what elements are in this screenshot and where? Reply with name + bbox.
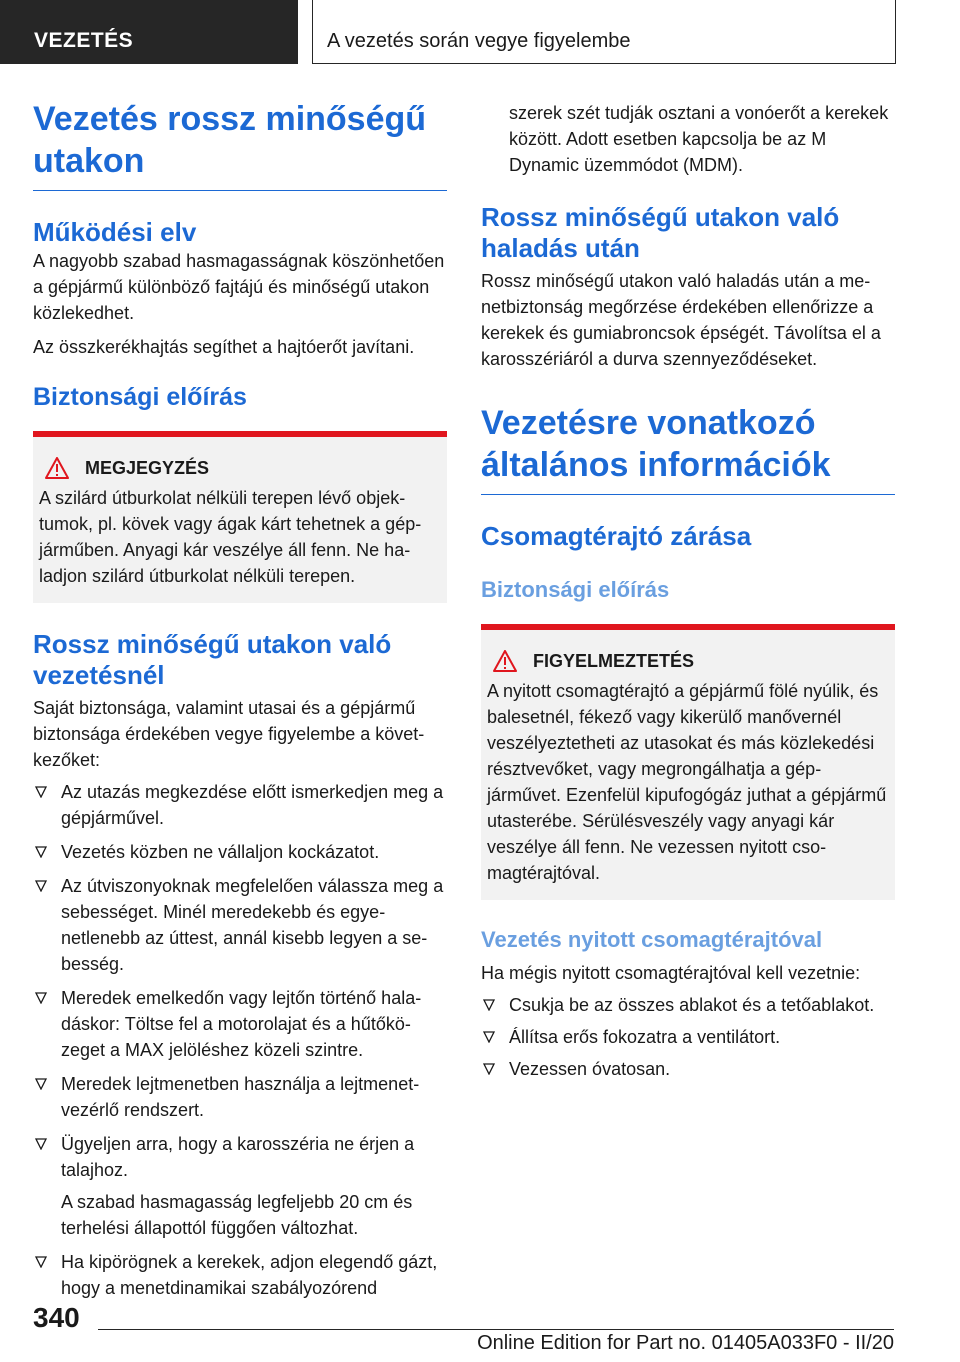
list-item-text: Meredek lejtmenetben használja a lejtmenetvezérlő rendszert. [61,1074,420,1120]
heading-driving-open-trunk: Vezetés nyitott csomagtérajtóval [481,927,823,952]
notice-title: MEGJEGYZÉS [85,458,210,478]
title-divider [33,190,447,191]
footer-divider [98,1329,894,1330]
list-item-text: Az utazás megkezdése előtt ismerkedjen meg a gépjárművel. [61,782,444,828]
triangle-bullet-icon [35,1138,47,1150]
page-header [0,0,960,66]
list-item-text: Ha kipörögnek a kerekek, adjon elegendő gázt, hogy a menetdinamikai szabályozórend [61,1252,438,1298]
list-item [481,1024,895,1050]
notice-text: A szilárd útburkolat nélküli terepen lévő objektumok, pl. kövek vagy ágak kárt tehetnek a gépjárműben. Anyagi kár veszélye áll fenn. Ne haladjon szilárd útburkolat nélküli terepen. [39,488,422,586]
list-item-text: Vezessen óvatosan. [509,1059,671,1079]
open-trunk-list [481,992,895,1082]
list-item-text: Csukja be az összes ablakot és a tetőablakot. [509,995,875,1015]
list-item [33,1071,447,1123]
title-divider [481,494,895,495]
warning-triangle-icon [45,457,69,479]
list-item-subtext: A szabad hasmagasság legfeljebb 20 cm és terhelési állapottól függően változhat. [61,1192,413,1238]
warning-text: A nyitott csomagtérajtó a gépjármű fölé nyúlik, és balesetnél, fékező vagy kikerülő manővernél veszélyeztetheti az utasokat és más közlekedési résztvevőket, vagy megrongálhatja a gépjárművet. Ezenfelül kipufogógáz juthat a gépjármű utasterébe. Sérülésveszély vagy anyagi kár veszélye áll fenn. Ne vezessen nyitott csomagtérajtóval. [487,681,887,883]
list-item-text: Ügyeljen arra, hogy a karosszéria ne érjen a talajhoz. [61,1134,415,1180]
heading-working-principle: Működési elv [33,217,197,247]
subsection-tab: A vezetés során vegye figyelembe [312,0,896,64]
driving-intro: Saját biztonsága, valamint utasai és a gépjármű biztonsága érdekében vegye figyelembe a következőket: [33,698,425,770]
triangle-bullet-icon [35,1078,47,1090]
list-item-text: Meredek emelkedőn vagy lejtőn történő haladáskor: Töltse fel a motorolajat és a hűtőközeget a MAX jelöléshez közeli szintre. [61,988,422,1060]
section-title-rough-roads: Vezetés rossz minőségű utakon [33,100,427,180]
warning-box [481,624,895,900]
triangle-bullet-icon [35,880,47,892]
heading-driving-rough-roads: Rossz minőségű utakon való vezetésnél [33,629,392,690]
list-item [33,779,447,831]
working-paragraph-2: Az összkerékhajtás segíthet a hajtóerőt javítani. [33,337,415,357]
triangle-bullet-icon [35,1256,47,1268]
triangle-bullet-icon [483,1063,495,1075]
warning-title: FIGYELMEZTETÉS [533,651,695,671]
list-item [481,1056,895,1082]
left-column [33,98,447,1301]
continuation-text-block [481,100,895,178]
list-item [33,1131,447,1241]
list-item [33,985,447,1063]
heading-safety: Biztonsági előírás [33,383,247,411]
heading-trunk-safety: Biztonsági előírás [481,577,670,602]
page-number: 340 [33,1302,80,1333]
section-title-general-info: Vezetésre vonatkozó általános információk [481,404,831,484]
triangle-bullet-icon [483,1031,495,1043]
heading-after-rough-roads: Rossz minőségű utakon való haladás után [481,202,840,263]
triangle-bullet-icon [35,992,47,1004]
list-item [33,873,447,977]
driving-tips-list [33,779,447,1301]
triangle-bullet-icon [483,999,495,1011]
list-item-text: Vezetés közben ne vállaljon kockázatot. [61,842,380,862]
footer-edition: Online Edition for Part no. 01405A033F0 - II/20 [477,1332,894,1354]
heading-trunk-lid-closing: Csomagtérajtó zárása [481,521,752,551]
list-item [33,1249,447,1301]
section-tab: VEZETÉS [0,0,298,64]
continuation-text: szerek szét tudják osztani a vonóerőt a kerekek között. Adott esetben kapcsolja be az M Dynamic üzemmódot (MDM). [509,103,889,175]
right-column [481,100,895,1082]
working-paragraph-1: A nagyobb szabad hasmagasságnak köszönhetően a gépjármű különböző fajtájú és minőségű utakon közlekedhet. [33,251,445,323]
list-item-text: Az útviszonyoknak megfelelően válassza meg a sebességet. Minél meredekebb és egyenetlenebb az úttest, annál kisebb legyen a sebesség. [61,876,444,974]
notice-box [33,431,447,603]
triangle-bullet-icon [35,786,47,798]
open-trunk-intro: Ha mégis nyitott csomagtérajtóval kell vezetnie: [481,963,861,983]
list-item-text: Állítsa erős fokozatra a ventilátort. [509,1027,781,1047]
warning-title-row [487,648,889,674]
list-item [481,992,895,1018]
notice-title-row [39,455,441,481]
after-rough-roads-text: Rossz minőségű utakon való haladás után a menetbiztonság megőrzése érdekében ellenőrizze a kerekek és gumiabroncsok épségét. Távolítsa el a karosszériáról a durva szennyeződéseket. [481,271,881,369]
warning-triangle-icon [493,650,517,672]
triangle-bullet-icon [35,846,47,858]
list-item [33,839,447,865]
